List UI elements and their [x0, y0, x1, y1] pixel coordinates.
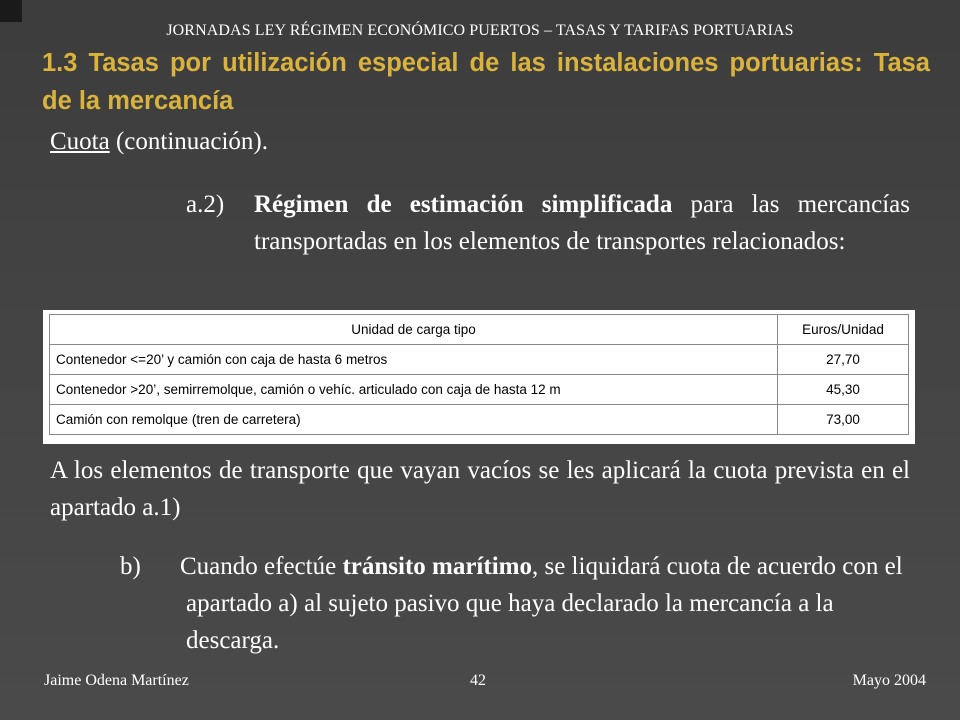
- rates-table-panel: [43, 310, 915, 444]
- column-header: Unidad de carga tipo: [50, 315, 778, 345]
- table-cell: 73,00: [778, 405, 909, 435]
- table-cell: 27,70: [778, 345, 909, 375]
- table-cell: Contenedor <=20’ y camión con caja de hasta 6 metros: [50, 345, 778, 375]
- footer-page-number: 42: [470, 672, 486, 689]
- item-b: [120, 548, 910, 659]
- table-cell: 45,30: [778, 375, 909, 405]
- column-header: Euros/Unidad: [778, 315, 909, 345]
- empty-transport-paragraph: A los elementos de transporte que vayan vacíos se les aplicará la cuota prevista en el apartado a.1): [50, 457, 910, 521]
- item-b-body: [180, 548, 910, 659]
- slide-header: JORNADAS LEY RÉGIMEN ECONÓMICO PUERTOS – TASAS Y TARIFAS PORTUARIAS: [166, 22, 794, 39]
- item-a2: [186, 186, 910, 260]
- table-header-row: [50, 315, 909, 345]
- footer-author: Jaime Odena Martínez: [44, 672, 189, 689]
- item-b-bold: tránsito marítimo: [342, 553, 532, 580]
- item-a2-bold: Régimen de estimación simplificada: [254, 191, 673, 218]
- item-a2-text: para las mercancías transportadas en los elementos de transportes relacionados:: [254, 191, 911, 255]
- subtitle: [50, 128, 268, 156]
- table-row: [50, 405, 909, 435]
- item-b-label: b): [120, 553, 141, 580]
- table-row: [50, 345, 909, 375]
- corner-decoration: [0, 0, 22, 22]
- rates-table: [49, 314, 909, 435]
- subtitle-underlined: Cuota: [50, 128, 110, 155]
- table-row: [50, 375, 909, 405]
- item-b-post: , se liquidará cuota de acuerdo con el apartado a) al sujeto pasivo que haya declarado la mercancía a la descarga.: [186, 553, 903, 654]
- slide-title: 1.3 Tasas por utilización especial de las instalaciones portuarias: Tasa de la mercancía: [42, 49, 930, 115]
- table-cell: Contenedor >20’, semirremolque, camión o vehíc. articulado con caja de hasta 12 m: [50, 375, 778, 405]
- subtitle-rest: (continuación).: [109, 128, 268, 155]
- table-cell: Camión con remolque (tren de carretera): [50, 405, 778, 435]
- item-b-pre: Cuando efectúe: [180, 553, 343, 580]
- item-a2-body: [254, 186, 910, 260]
- item-a2-label: a.2): [186, 191, 225, 218]
- footer-date: Mayo 2004: [852, 672, 926, 689]
